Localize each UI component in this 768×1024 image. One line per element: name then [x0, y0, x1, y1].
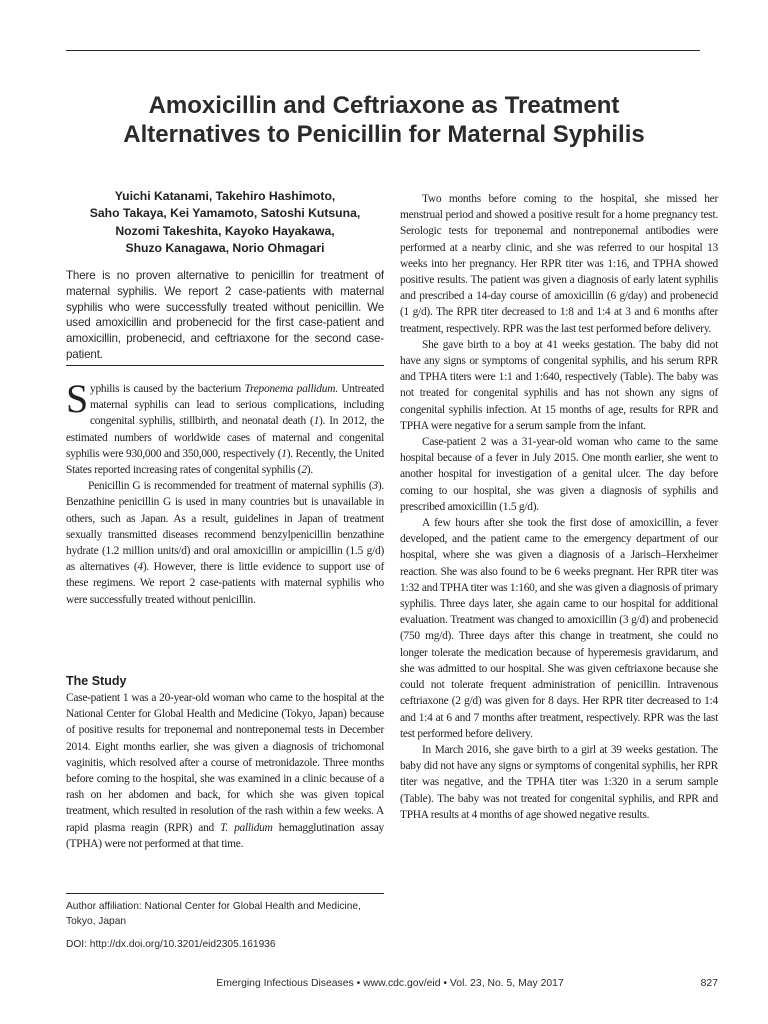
author-line: Shuzo Kanagawa, Norio Ohmagari — [125, 240, 325, 255]
article-title — [60, 91, 708, 149]
author-line: Saho Takaya, Kei Yamamoto, Satoshi Kutsuna, — [89, 206, 361, 221]
body-paragraph: A few hours after she took the first dose of amoxicillin, a fever developed, and the patient came to the emergency department of our hospital, where she was given a diagnosis of a Jarisch–Herxheimer reaction. She was also found to be 6 weeks pregnant. Her RPR titer was 1:32 and TPHA titer was 1:160, and she was given a diagnosis of primary syphilis. Three days later, she again came to our hospital for additional evaluation. Treatment was changed to amoxicillin (3 g/d) and probenecid (750 mg/d). Three days after this change in treatment, she could no longer tolerate the medication because of hyperemesis gravidarum, and she was admitted to our hospital. She was given ceftriaxone because she could not tolerate frequent administration of penicillin. Intravenous ceftriaxone (2 g/d) was given for 8 days. Her RPR titer decreased to 1:4 and 1:4 at 6 and 7 months after treatment, respectively. RPR was the last test performed before delivery. — [400, 517, 719, 740]
body-paragraph: Case-patient 2 was a 31-year-old woman who came to the same hospital because of a fever in July 2015. One month earlier, she went to another hospital for investigation of a genital ulcer. The day before coming to our hospital, she was given a diagnosis of syphilis and prescribed amoxicillin (1.5 g/d). — [400, 436, 718, 513]
footer-journal-info: Emerging Infectious Diseases • www.cdc.gov/eid • Vol. 23, No. 5, May 2017 — [216, 978, 564, 989]
right-column — [400, 191, 718, 823]
author-affiliation: Author affiliation: National Center for Global Health and Medicine, Tokyo, Japan — [66, 901, 361, 928]
doi-link[interactable]: DOI: http://dx.doi.org/10.3201/eid2305.161936 — [66, 939, 276, 950]
reference-link[interactable]: 1 — [313, 415, 320, 428]
reference-link[interactable]: 4 — [137, 561, 143, 574]
reference-link[interactable]: 3 — [372, 480, 378, 493]
intro-paragraph: Penicillin G is recommended for treatment of maternal syphilis (3). Benzathine penicillin G is used in many countries but is unavailable in others, such as Japan. As a result, guidelines in Japan of treatment sexually transmitted diseases recommend benzylpenicillin benzathine hydrate (1.2 million units/d) and oral amoxicillin or ampicillin (1.5 g/d) as alternatives (4). However, there is little evidence to support use of these regimens. We report 2 case-patients with maternal syphilis who were successfully treated without penicillin. — [66, 480, 384, 606]
abstract: There is no proven alternative to penicillin for treatment of maternal syphilis. We report 2 case-patients with maternal syphilis who were successfully treated without penicillin. We used amoxicillin and probenecid for the first case-patient and amoxicillin, probenecid, and ceftriaxone for the second case-patient. — [66, 269, 384, 361]
organism-name: T. pallidum — [220, 821, 273, 834]
organism-name: Treponema pallidum — [244, 383, 336, 395]
drop-cap: S — [66, 376, 88, 421]
study-paragraph: Case-patient 1 was a 20-year-old woman who came to the hospital at the National Center for Global Health and Medicine (Tokyo, Japan) because of positive results for treponemal and nontreponemal tests in December 2014. Eight months earlier, she was given a diagnosis of trichomonal vaginitis, which resolved after a course of metronidazole. Three months before coming to the hospital, she was examined in a clinic because of a rash on her abdomen and back, for which she was given topical treatment, which resulted in resolution of the rash within a few weeks. A rapid plasma reagin (RPR) and T. pallidum hemagglutination assay (TPHA) were not performed at that time. — [66, 692, 384, 850]
title-line-2: Alternatives to Penicillin for Maternal Syphilis — [123, 121, 645, 148]
top-rule — [66, 50, 700, 51]
reference-link[interactable]: 2 — [301, 464, 307, 477]
abstract-rule — [66, 365, 384, 366]
author-list — [66, 188, 384, 257]
intro-paragraph: Syphilis is caused by the bacterium Treponema pallidum. Untreated maternal syphilis can lead to serious complications, including congenital syphilis, stillbirth, and neonatal death (1). In 2012, the estimated numbers of worldwide cases of maternal and congenital syphilis were 930,000 and 350,000, respectively (1). Recently, the United States reported increasing rates of congenital syphilis (2). — [66, 376, 385, 477]
body-paragraph: She gave birth to a boy at 41 weeks gestation. The baby did not have any signs or symptoms of congenital syphilis, and his serum RPR and TPHA titers were 1:1 and 1:640, respectively (Table). The baby was not treated for congenital syphilis and has not shown any signs of congenital syphilis infection. At 15 months of age, results for RPR and TPHA were negative for a serum sample from the infant. — [400, 338, 718, 432]
title-line-1: Amoxicillin and Ceftriaxone as Treatment — [148, 92, 620, 119]
study-heading: The Study — [66, 674, 127, 688]
page-number: 827 — [700, 978, 718, 989]
body-paragraph: Two months before coming to the hospital, she missed her menstrual period and showed a positive result for a home pregnancy test. Serologic tests for treponemal and nontreponemal antibodies were performed at a nearby clinic, and she was referred to our hospital 13 weeks into her pregnancy. Her RPR titer was 1:16, and TPHA showed positive results. The patient was given a diagnosis of early latent syphilis and prescribed a 14-day course of amoxicillin (6 g/day) and probenecid (1 g/d). The RPR titer decreased to 1:8 and 1:4 at 3 and 6 months after treatment, respectively. RPR was the last test performed before delivery. — [400, 193, 718, 335]
study-section — [66, 690, 384, 852]
affiliation-rule — [66, 893, 384, 894]
reference-link[interactable]: 1 — [281, 447, 287, 460]
body-paragraph: In March 2016, she gave birth to a girl at 39 weeks gestation. The baby did not have any signs or symptoms of congenital syphilis, her RPR titer was negative, and the TPHA titer was 1:320 in a serum sample (Table). The baby was not treated for congenital syphilis, and RPR and TPHA results at 4 months of age showed negative results. — [400, 743, 718, 821]
author-line: Yuichi Katanami, Takehiro Hashimoto, — [114, 189, 336, 203]
author-line: Nozomi Takeshita, Kayoko Hayakawa, — [115, 223, 335, 238]
intro-section — [66, 376, 385, 608]
